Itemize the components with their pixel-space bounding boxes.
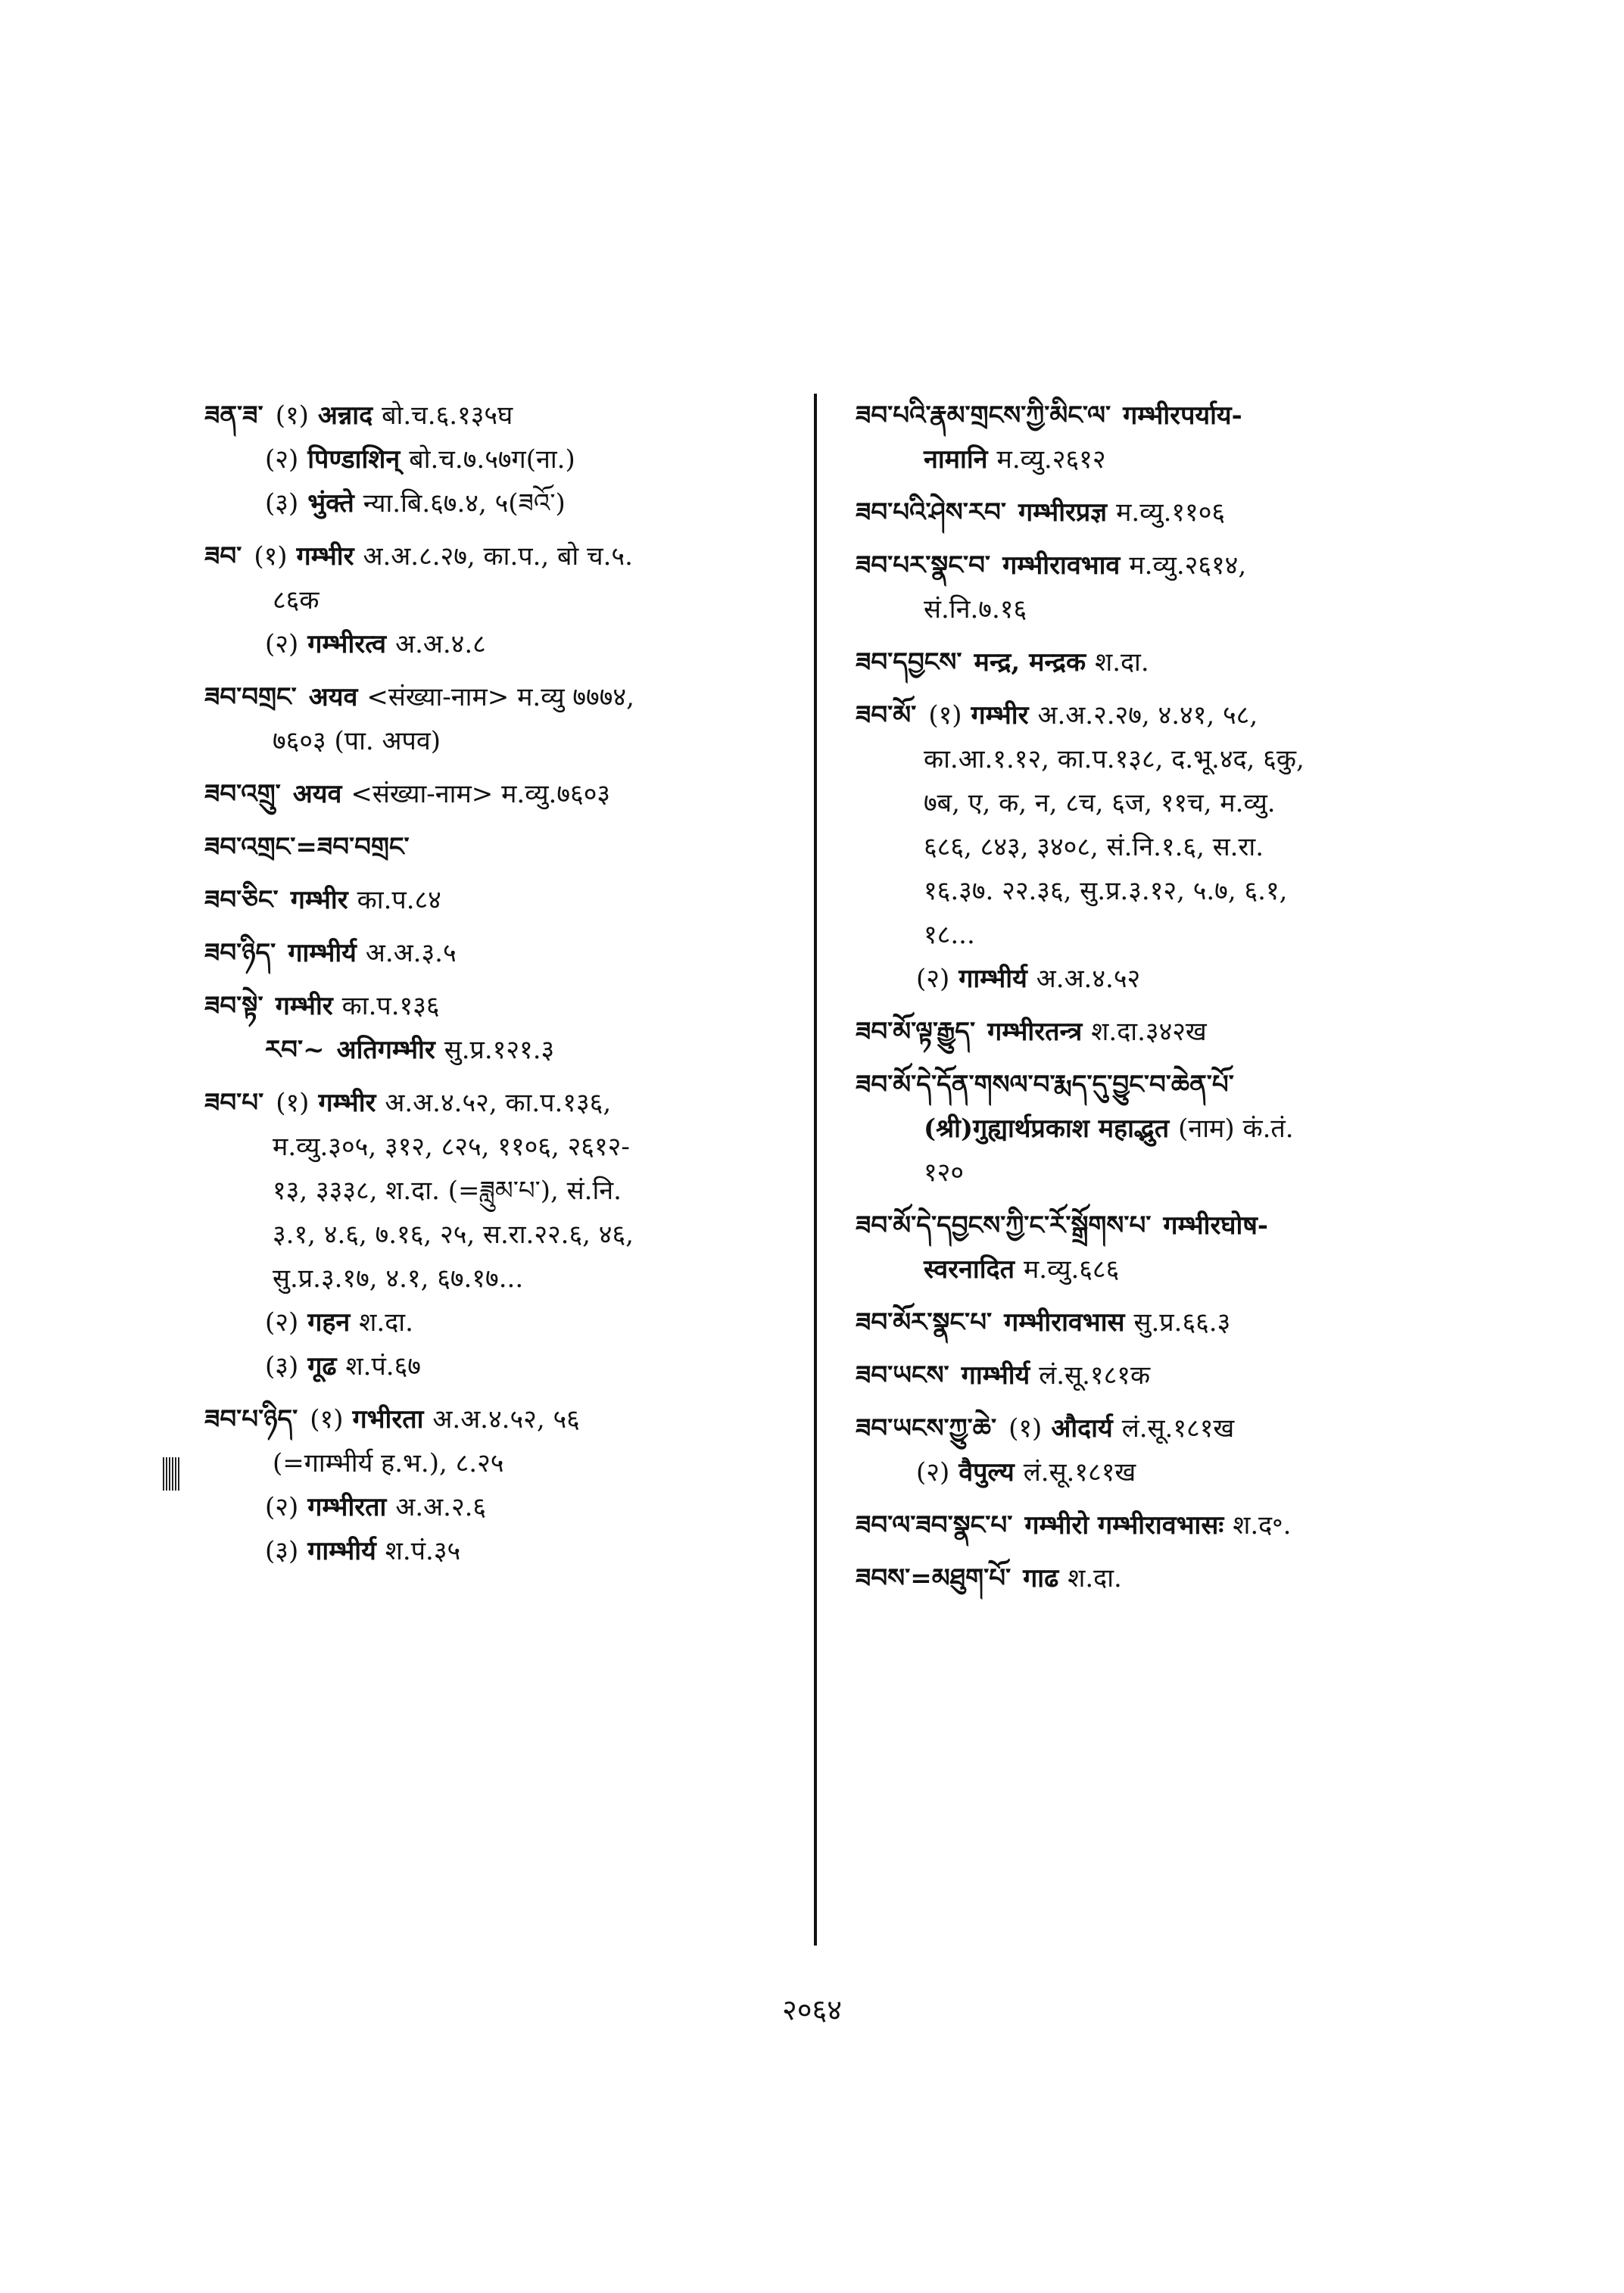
dictionary-continuation-line — [204, 1344, 810, 1388]
tibetan-headword: ཟབ་དབྱངས་ — [856, 647, 962, 678]
sanskrit-equivalent: गम्भीर — [296, 541, 354, 572]
sense-number: (३) — [265, 488, 299, 519]
tibetan-headword: ཟབ་པའི་རྣམ་གྲངས་ཀྱི་མིང་ལ་ — [856, 400, 1111, 431]
entry-gap — [204, 975, 810, 984]
dictionary-entry-line — [204, 772, 810, 816]
reference-text: <संख्या-नाम> म.व्यु.७६०३ — [351, 779, 611, 809]
dictionary-entry-line — [856, 693, 1484, 737]
reference-text: अ.अ.४.५२, का.प.१३६, — [385, 1088, 612, 1118]
reference-text: अ.अ.२.२७, ४.४१, ५८, — [1037, 700, 1258, 731]
entry-gap — [856, 481, 1484, 491]
dictionary-continuation-line — [856, 1450, 1484, 1494]
sanskrit-equivalent: गम्भीरत्व — [307, 629, 387, 659]
entry-gap — [204, 525, 810, 534]
tibetan-headword: ཟབ་པའི་ཤེས་རབ་ — [856, 497, 1006, 528]
sanskrit-equivalent: गम्भीर — [971, 700, 1029, 731]
sanskrit-equivalent: गाम्भीर्य — [961, 1360, 1030, 1391]
dictionary-continuation-line — [204, 578, 810, 622]
tibetan-headword: ཟབ་ཡངས་ — [856, 1360, 949, 1391]
entry-gap — [856, 1195, 1484, 1204]
page-number: २०६४ — [781, 1993, 843, 2027]
entry-gap — [204, 1072, 810, 1081]
dictionary-continuation-line — [204, 1169, 810, 1213]
sense-number: (१) — [1008, 1413, 1043, 1444]
sense-number: (२) — [265, 1492, 299, 1522]
tibetan-headword: ཟབ་པ་ཉིད་ — [204, 1404, 298, 1435]
tibetan-headword: ཟབ་མོར་སྣང་པ་ — [856, 1307, 993, 1338]
entry-gap — [856, 1344, 1484, 1354]
reference-text: (=गाम्भीर्य ह.भ.), ८.२५ — [273, 1448, 504, 1478]
reference-text: अ.अ.४.८ — [395, 629, 486, 659]
entry-gap — [204, 922, 810, 931]
dictionary-entry-line — [856, 1204, 1484, 1248]
tibetan-headword: ཟབ་འགྲུ་ — [204, 779, 281, 809]
reference-text: का.आ.१.१२, का.प.१३८, द.भू.४द, ६कु, — [924, 744, 1304, 774]
dictionary-entry-line — [204, 984, 810, 1028]
entry-gap — [204, 816, 810, 825]
dictionary-continuation-line — [204, 719, 810, 763]
dictionary-entry-line — [204, 534, 810, 578]
sanskrit-equivalent: गम्भीरपर्याय- — [1123, 400, 1242, 431]
tibetan-headword: ཟབ་འགྲང་=ཟབ་བགྲང་ — [204, 832, 410, 862]
reference-text: अ.अ.२.६ — [395, 1492, 487, 1522]
dictionary-continuation-line — [204, 1125, 810, 1169]
reference-text: <संख्या-नाम> म.व्यु ७७७४, — [366, 682, 634, 712]
tibetan-headword: ཟབ་མོ་དེ་དོན་གསལ་བ་རྨད་དུ་བྱུང་བ་ཆེན་པོ་ — [856, 1070, 1234, 1100]
dictionary-continuation-line — [856, 737, 1484, 781]
entry-gap — [856, 1397, 1484, 1407]
dictionary-entry-line — [856, 1556, 1484, 1600]
dictionary-continuation-line — [204, 622, 810, 666]
reference-text: अ.अ.४.५२ — [1036, 964, 1141, 994]
reference-text: का.प.८४ — [357, 885, 441, 915]
tibetan-headword: ཟབ་སྟེ་ — [204, 991, 263, 1021]
dictionary-continuation-line — [204, 1257, 810, 1301]
reference-text: (नाम) कं.तं. — [1178, 1114, 1294, 1144]
reference-text: लं.सू.१८१ख — [1023, 1457, 1136, 1488]
left-column — [204, 394, 810, 1573]
sanskrit-equivalent: अयव — [308, 682, 358, 712]
dictionary-continuation-line — [856, 438, 1484, 481]
entry-gap — [204, 869, 810, 878]
reference-text: श.दा. — [1068, 1563, 1122, 1594]
sanskrit-equivalent: अतिगम्भीर — [336, 1035, 435, 1065]
dictionary-continuation-line — [204, 1028, 810, 1072]
sanskrit-equivalent: भुंक्ते — [307, 488, 354, 519]
dictionary-entry-line — [204, 1397, 810, 1441]
entry-gap — [856, 1291, 1484, 1301]
reference-text: म.व्यु.११०६ — [1116, 497, 1226, 528]
sanskrit-equivalent: गम्भीर — [318, 1088, 376, 1118]
reference-text: श.द॰. — [1233, 1510, 1292, 1541]
reference-text: १२० — [924, 1157, 965, 1188]
sense-number: (२) — [265, 629, 299, 659]
sense-number: (१) — [310, 1404, 344, 1435]
dictionary-entry-line — [856, 1010, 1484, 1054]
dictionary-entry-line — [204, 394, 810, 438]
sanskrit-equivalent: गाम्भीर्य — [959, 964, 1027, 994]
tibetan-headword: ཟབ་པ་ — [204, 1088, 264, 1118]
right-column — [856, 394, 1484, 1600]
column-divider — [814, 394, 817, 1946]
reference-text: म.व्यु.३०५, ३१२, ८२५, ११०६, २६१२- — [273, 1132, 630, 1162]
sanskrit-equivalent: गाढ — [1023, 1563, 1059, 1594]
tibetan-headword: ཟབ་མོ་ — [856, 700, 917, 731]
reference-text: श.पं.३५ — [385, 1536, 461, 1566]
dictionary-entry-line — [856, 1407, 1484, 1450]
sanskrit-equivalent: पिण्डाशिन् — [307, 444, 401, 475]
dictionary-entry-line — [204, 825, 810, 869]
reference-text: ८६क — [273, 585, 320, 615]
reference-text: १६.३७. २२.३६, सु.प्र.३.१२, ५.७, ६.१, — [924, 876, 1288, 906]
sense-number: (१) — [254, 541, 288, 572]
dictionary-continuation-line — [856, 913, 1484, 957]
tibetan-headword: ཟབ་མོ་དེ་དབྱངས་ཀྱི་ང་རོ་སྒྲོགས་པ་ — [856, 1210, 1152, 1241]
sanskrit-equivalent: नामानि — [924, 444, 988, 475]
sanskrit-equivalent: गम्भीरावभाव — [1002, 550, 1121, 581]
dictionary-continuation-line — [204, 1301, 810, 1344]
reference-text: लं.सू.१८१ख — [1121, 1413, 1235, 1444]
tibetan-headword: ཟབ་ཉིད་ — [204, 938, 276, 968]
sanskrit-equivalent: गम्भीरता — [307, 1492, 387, 1522]
sanskrit-equivalent: औदार्य — [1051, 1413, 1113, 1444]
reference-text: ३.१, ४.६, ७.१६, २५, स.रा.२२.६, ४६, — [273, 1220, 634, 1250]
sanskrit-equivalent: गम्भीरप्रज्ञ — [1018, 497, 1108, 528]
dictionary-entry-line — [204, 675, 810, 719]
dictionary-continuation-line — [856, 1248, 1484, 1291]
reference-text: श.दा.३४२ख — [1091, 1017, 1207, 1047]
sanskrit-equivalent: गम्भीरघोष- — [1163, 1210, 1269, 1241]
tibetan-headword: རབ་~ — [265, 1035, 325, 1065]
sanskrit-equivalent: गम्भीर — [275, 991, 333, 1021]
entry-gap — [856, 1054, 1484, 1063]
reference-text: श.दा. — [1095, 647, 1149, 678]
sanskrit-equivalent: गम्भीर — [290, 885, 348, 915]
tibetan-headword: ཟབ་ — [204, 541, 242, 572]
sanskrit-equivalent: वैपुल्य — [959, 1457, 1015, 1488]
dictionary-entry-line — [204, 878, 810, 922]
dictionary-continuation-line — [204, 438, 810, 481]
sense-number: (१) — [276, 1088, 310, 1118]
dictionary-continuation-line — [856, 825, 1484, 869]
tibetan-headword: ཟབ་ཅིང་ — [204, 885, 279, 915]
reference-text: बो.च.७.५७ग(ना.) — [409, 444, 575, 475]
reference-text: सु.प्र.६६.३ — [1133, 1307, 1231, 1338]
reference-text: ७६०३ (पा. अपव) — [273, 726, 441, 756]
sanskrit-equivalent: गाम्भीर्य — [288, 938, 357, 968]
sanskrit-equivalent: गम्भीरतन्त्र — [987, 1017, 1083, 1047]
sense-number: (३) — [265, 1351, 299, 1382]
sense-number: (२) — [916, 1457, 950, 1488]
reference-text: १८... — [924, 920, 975, 950]
sanskrit-equivalent: गम्भीरावभास — [1004, 1307, 1125, 1338]
dictionary-entry-line — [856, 1063, 1484, 1107]
entry-gap — [856, 631, 1484, 640]
reference-text: म.व्यु.२६१२ — [996, 444, 1106, 475]
tibetan-headword: ཟབས་=མཐུག་པོ་ — [856, 1563, 1011, 1594]
dictionary-continuation-line — [856, 781, 1484, 825]
dictionary-entry-line — [856, 1301, 1484, 1344]
sanskrit-equivalent: अयव — [292, 779, 342, 809]
dictionary-continuation-line — [856, 957, 1484, 1001]
reference-text: सं.नि.७.१६ — [924, 594, 1027, 625]
tibetan-headword: ཟབ་ལ་ཟབ་སྣང་པ་ — [856, 1510, 1013, 1541]
dictionary-entry-line — [856, 640, 1484, 684]
dictionary-entry-line — [856, 394, 1484, 438]
sanskrit-equivalent: गूढ — [307, 1351, 337, 1382]
dictionary-continuation-line — [856, 1151, 1484, 1195]
sanskrit-equivalent: (श्री)गुह्यार्थप्रकाश महाद्भुत — [924, 1114, 1170, 1144]
dictionary-continuation-line — [204, 1529, 810, 1573]
entry-gap — [204, 763, 810, 772]
reference-text: सु.प्र.१२१.३ — [444, 1035, 555, 1065]
reference-text: अ.अ.४.५२, ५६ — [432, 1404, 580, 1435]
dictionary-continuation-line — [204, 1213, 810, 1257]
sanskrit-equivalent: मन्द्र, मन्द्रक — [974, 647, 1086, 678]
reference-text: अ.अ.८.२७, का.प., बो च.५. — [363, 541, 633, 572]
reference-text: म.व्यु.६८६ — [1023, 1254, 1120, 1285]
dictionary-entry-line — [204, 1081, 810, 1125]
dictionary-continuation-line — [204, 1485, 810, 1529]
reference-text: ७ब, ए, क, न, ८च, ६ज, ११च, म.व्यु. — [924, 788, 1276, 818]
sense-number: (३) — [265, 1536, 299, 1566]
sanskrit-equivalent: स्वरनादित — [924, 1254, 1015, 1285]
reference-text: सु.प्र.३.१७, ४.१, ६७.१७... — [273, 1263, 524, 1294]
dictionary-continuation-line — [856, 869, 1484, 913]
reference-text: बो.च.६.१३५घ — [382, 400, 513, 431]
reference-text: १३, ३३३८, श.दा. (=ཟླུམ་པ་), सं.नि. — [273, 1176, 622, 1206]
dictionary-entry-line — [204, 931, 810, 975]
reference-text: श.दा. — [359, 1307, 413, 1338]
dictionary-entry-line — [856, 544, 1484, 587]
dictionary-entry-line — [856, 1503, 1484, 1547]
reference-text: श.पं.६७ — [345, 1351, 421, 1382]
tibetan-headword: ཟབ་མོ་ལྟ་རྒྱུད་ — [856, 1017, 976, 1047]
dictionary-entry-line — [856, 491, 1484, 534]
entry-gap — [204, 1388, 810, 1397]
tibetan-headword: ཟབ་བགྲང་ — [204, 682, 297, 712]
sanskrit-equivalent: गाम्भीर्य — [307, 1536, 376, 1566]
entry-gap — [856, 1547, 1484, 1556]
reference-text: म.व्यु.२६१४, — [1129, 550, 1247, 581]
entry-gap — [204, 666, 810, 675]
reference-text: न्या.बि.६७.४, ५(ཟའོ་) — [363, 488, 566, 519]
reference-text: लं.सू.१८१क — [1039, 1360, 1151, 1391]
tibetan-headword: ཟབ་པར་སྣང་བ་ — [856, 550, 991, 581]
sanskrit-equivalent: गभीरता — [352, 1404, 424, 1435]
sanskrit-equivalent: अन्नाद — [317, 400, 373, 431]
dictionary-continuation-line — [204, 1441, 810, 1485]
reference-text: ६८६, ८४३, ३४०८, सं.नि.१.६, स.रा. — [924, 832, 1264, 862]
sanskrit-equivalent: गम्भीरो गम्भीरावभासः — [1024, 1510, 1224, 1541]
dictionary-continuation-line — [856, 1107, 1484, 1151]
dictionary-continuation-line — [204, 481, 810, 525]
entry-gap — [856, 534, 1484, 544]
margin-mark — [163, 1457, 179, 1491]
sanskrit-equivalent: गहन — [307, 1307, 351, 1338]
sense-number: (२) — [265, 1307, 299, 1338]
tibetan-headword: ཟན་ཟ་ — [204, 400, 263, 431]
tibetan-headword: ཟབ་ཡངས་ཀྱུ་ཆེ་ — [856, 1413, 997, 1444]
sense-number: (२) — [916, 964, 950, 994]
dictionary-entry-line — [856, 1354, 1484, 1397]
sense-number: (१) — [275, 400, 309, 431]
sense-number: (१) — [928, 700, 962, 731]
reference-text: अ.अ.३.५ — [365, 938, 457, 968]
entry-gap — [856, 1494, 1484, 1503]
sense-number: (२) — [265, 444, 299, 475]
reference-text: का.प.१३६ — [341, 991, 440, 1021]
entry-gap — [856, 684, 1484, 693]
entry-gap — [856, 1001, 1484, 1010]
dictionary-continuation-line — [856, 587, 1484, 631]
